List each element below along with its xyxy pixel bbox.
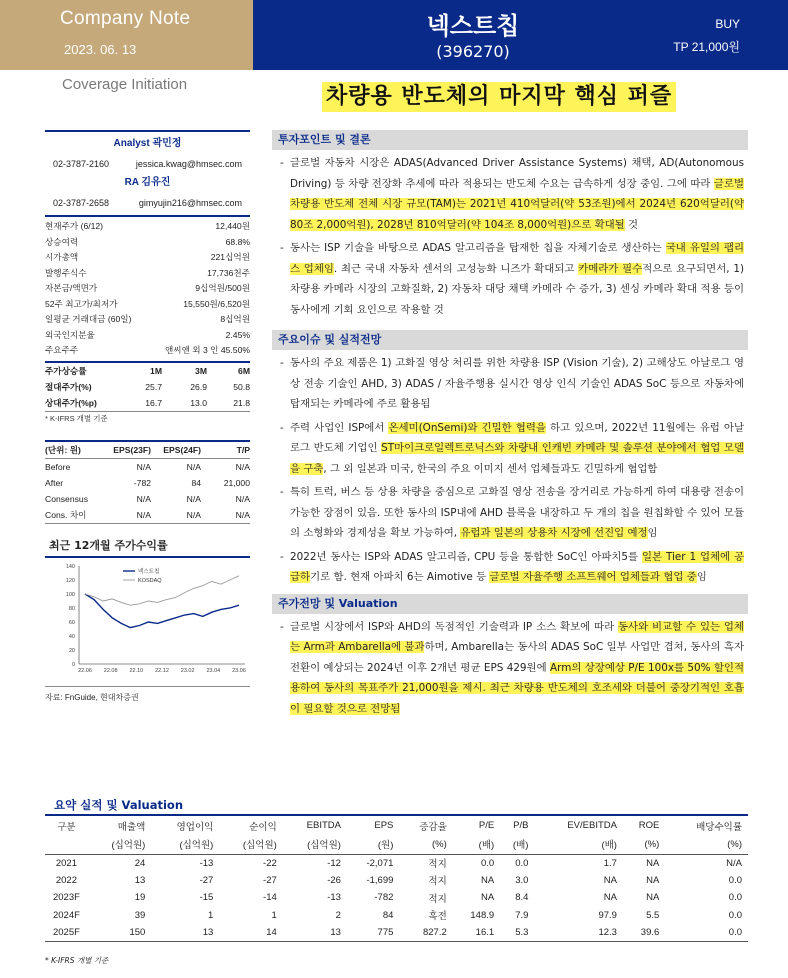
column-unit: (십억원) — [88, 835, 151, 854]
eps-row — [45, 475, 250, 491]
report-date: 2023. 06. 13 — [64, 42, 137, 57]
stock-info-row — [45, 219, 250, 235]
stock-info-value: 221십억원 — [210, 252, 250, 262]
column-unit: (배) — [500, 835, 534, 854]
y-tick-label: 120 — [65, 577, 75, 584]
stock-info-label: 일평균 거래대금 (60일) — [45, 314, 132, 324]
rating: BUY — [715, 17, 740, 31]
x-tick-label: 23.04 — [206, 667, 221, 674]
table-cell: 827.2 — [399, 924, 452, 942]
highlighted-text: Arm의 상장예상 P/E 100x를 50% 할인적용하여 동사의 목표주가 21,000원을 제시. 최근 차량용 반도체의 호조세와 더불어 중장기적인 호흡이 필요할 것으로 전망됨 — [290, 661, 744, 715]
table-row — [45, 889, 748, 907]
report-type: Company Note — [60, 8, 191, 29]
eps-rows — [45, 459, 250, 523]
table-cell: 5.5 — [646, 909, 660, 921]
stock-info-value: 2.45% — [225, 329, 250, 340]
stock-info-label: 발행주식수 — [45, 267, 87, 278]
performance-row: 절대주가(%) 25.7 26.9 50.8 — [45, 381, 250, 392]
chart-title: 최근 12개월 주가수익률 — [49, 538, 168, 552]
stock-info-row — [45, 235, 250, 251]
x-tick-label: 22.12 — [155, 667, 169, 674]
stock-info-label: 52주 최고가/최저가 — [45, 298, 118, 309]
bullet-dash: - — [280, 357, 284, 369]
column-header: ROE — [638, 820, 660, 831]
stock-info-row — [45, 281, 250, 297]
table-cell: -22 — [263, 857, 277, 869]
paragraph-text: 임 — [696, 571, 707, 583]
eps-cell: Cons. 차이 — [45, 509, 87, 520]
stock-info-row — [45, 312, 250, 328]
stock-info-label: 상승여력 — [45, 236, 79, 247]
ra-phone: 02-3787-2658 — [53, 198, 110, 208]
eps-header: (단위: 원) EPS(23F) EPS(24F) T/P — [45, 444, 250, 455]
stock-info-row — [45, 266, 250, 282]
eps-cell: N/A — [136, 493, 151, 504]
column-header: 구분 — [57, 821, 76, 833]
table-cell: 5.3 — [500, 924, 534, 942]
paragraph-text: 하고 있으며, 2022년 11월에는 유럽 아날로그 반도체 기업인 — [290, 421, 744, 454]
table-row — [45, 924, 748, 942]
performance-note: * K-IFRS 개별 기준 — [45, 413, 108, 423]
stock-info-table — [45, 219, 250, 359]
column-unit: (배) — [453, 835, 500, 854]
paragraph-text: 동사의 주요 제품은 1) 고화질 영상 처리를 위한 차량용 ISP (Vision 기술), 2) 고해상도 아날로그 영상 전송 기술인 AHD, 3) ADAS / 자율주행용 실시간 영상 인식 기술인 ADAS SoC 등으로 자동차에 탑재되는 카메라에 주로 활용됨 — [290, 357, 744, 410]
performance-row: 상대주가(%p) 16.7 13.0 21.8 — [45, 397, 250, 408]
paragraph-text: 것 — [624, 218, 639, 231]
stock-info-label: 외국인지분율 — [45, 329, 95, 340]
analyst-name: Analyst 곽민정 — [113, 138, 182, 149]
bullet-paragraph — [272, 353, 748, 415]
eps-cell: After — [45, 477, 64, 488]
table-cell: NA — [646, 874, 660, 886]
highlighted-text: 글로벌 차량용 반도체 전체 시장 규모(TAM)는 2021년 410억달러(약 53조원)에서 2024년 620억달러(약 80조 2,000억원), 2028년 810억달러(약 104조 8,000억원)으로 확대될 — [290, 177, 744, 231]
chart-source: 자료: FnGuide, 현대차증권 — [45, 692, 139, 702]
table-cell: 775 — [347, 924, 399, 942]
paragraph-text: 동사는 ISP 기술을 바탕으로 ADAS 알고리즘을 탑재한 칩을 자체기술로 생산하는 — [290, 242, 666, 254]
paragraph-text: 기로 함. 현재 아파치 6는 Aimotive 등 — [310, 571, 490, 583]
paragraph-text: 임 — [647, 527, 658, 539]
stock-info-value: 68.8% — [225, 236, 250, 247]
report-header — [0, 0, 788, 70]
table-cell: 0.0 — [515, 857, 529, 869]
column-unit: (%) — [399, 835, 452, 854]
target-price: TP 21,000원 — [673, 40, 740, 54]
summary-title: 요약 실적 및 Valuation — [54, 798, 184, 812]
table-cell: -782 — [374, 892, 394, 904]
column-unit: (%) — [623, 835, 665, 854]
table-cell: 적지 — [428, 859, 447, 870]
table-cell: 2 — [335, 909, 341, 921]
table-cell: NA — [646, 892, 660, 904]
table-cell: 14 — [219, 924, 282, 942]
y-tick-label: 60 — [68, 619, 75, 626]
column-header: 영업이익 — [176, 821, 214, 833]
table-cell: 1.7 — [603, 857, 617, 869]
series-line-kosdaq — [85, 575, 239, 604]
x-tick-label: 22.06 — [78, 667, 92, 674]
table-cell: -27 — [263, 874, 277, 886]
report-type-panel — [0, 0, 253, 70]
paragraph-text: 주력 사업인 ISP에서 — [290, 421, 389, 434]
stock-info-value: 12,440원 — [215, 221, 250, 231]
table-row — [45, 854, 748, 872]
column-unit: (원) — [347, 835, 399, 854]
stock-info-label: 주요주주 — [45, 345, 79, 355]
paragraph-text: 적으로 요구되면서, 1) 차량용 카메라 시장의 고화질화, 2) 자동차 대당 채택 카메라 수 증가, 3) 센싱 카메라 확대 적용 등이 동사에게 기회 요인으로 작용할 것 — [290, 262, 744, 316]
eps-cell: 21,000 — [223, 477, 250, 488]
table-cell: NA — [603, 874, 617, 886]
x-tick-label: 22.10 — [129, 667, 144, 674]
table-cell: 12.3 — [534, 924, 623, 942]
column-header: P/E — [478, 820, 495, 831]
table-cell: 적지 — [428, 893, 447, 905]
table-cell: NA — [646, 857, 660, 869]
eps-cell: N/A — [136, 461, 151, 472]
eps-cell: N/A — [235, 509, 250, 520]
section-heading: 주가전망 및 Valuation — [272, 594, 748, 614]
ticker: (396270) — [436, 42, 510, 61]
stock-info-value: 17,736천주 — [207, 267, 250, 278]
table-cell: N/A — [726, 857, 742, 869]
eps-row — [45, 491, 250, 507]
table-cell: 1 — [271, 909, 277, 921]
column-unit — [45, 835, 88, 854]
legend-label: 넥스트칩 — [138, 568, 160, 575]
table-cell: 2024F — [52, 909, 80, 921]
eps-cell: N/A — [235, 461, 250, 472]
y-tick-label: 100 — [65, 591, 75, 598]
bullet-dash: - — [280, 157, 284, 169]
summary-table — [45, 814, 748, 942]
table-cell: 0.0 — [728, 892, 742, 904]
table-cell: -26 — [327, 874, 341, 886]
x-tick-label: 23.06 — [232, 667, 246, 674]
eps-cell: -782 — [133, 477, 151, 488]
table-cell: 흑전 — [428, 911, 447, 923]
company-name: 넥스트칩 — [426, 12, 520, 40]
table-cell: -12 — [327, 857, 341, 869]
stock-info-row — [45, 250, 250, 266]
column-header: EPS — [374, 820, 394, 831]
summary-header-row — [45, 816, 748, 835]
table-cell: -13 — [327, 892, 341, 904]
column-unit: (십억원) — [283, 835, 347, 854]
table-cell: 2023F — [52, 892, 80, 904]
bullet-paragraph — [272, 617, 748, 720]
table-cell: 13 — [134, 874, 146, 886]
analyst-email[interactable]: jessica.kwag@hmsec.com — [135, 159, 242, 169]
table-cell: 적지 — [428, 876, 447, 888]
stock-info-value: 15,550원/6,520원 — [183, 298, 250, 309]
table-cell: 0.0 — [728, 874, 742, 886]
paragraph-text: , 그 외 일본과 미국, 한국의 주요 이미지 센서 업체들과도 긴밀하게 협업함 — [323, 462, 658, 475]
ra-name: RA 김유진 — [124, 177, 171, 188]
table-cell: 13 — [283, 924, 347, 942]
table-cell: 3.0 — [515, 874, 529, 886]
table-cell: 0.0 — [480, 857, 495, 869]
table-cell: 2021 — [55, 857, 77, 869]
column-header: 매출액 — [117, 821, 146, 833]
analyst-contact — [45, 155, 250, 173]
column-unit: (배) — [534, 835, 623, 854]
table-cell: 24 — [134, 857, 146, 869]
section-heading: 투자포인트 및 결론 — [272, 130, 748, 150]
y-tick-label: 40 — [68, 633, 75, 640]
bullet-dash: - — [280, 486, 284, 498]
eps-cell: Before — [45, 461, 71, 472]
section-heading: 주요이슈 및 실적전망 — [272, 330, 748, 350]
table-cell: NA — [480, 874, 495, 886]
stock-info-label: 현재주가 (6/12) — [45, 221, 104, 231]
table-cell: 0.0 — [665, 924, 748, 942]
main-content — [272, 130, 748, 719]
bullet-dash: - — [280, 242, 284, 254]
bullet-paragraph — [272, 238, 748, 320]
left-sidebar — [45, 130, 250, 705]
bullet-paragraph — [272, 418, 748, 480]
column-header: 순이익 — [249, 821, 277, 833]
stock-info-value: 8십억원 — [220, 314, 250, 324]
table-cell: 97.9 — [598, 909, 617, 921]
stock-info-label: 자본금/액면가 — [45, 283, 98, 293]
table-cell: 19 — [134, 892, 146, 904]
paragraph-text: 하며, Ambarella는 동사의 ADAS SoC 일부 사업만 겹쳐, 동사의 흑자전환이 예상되는 2024년 이후 2개년 평균 EPS 429원에 — [290, 641, 744, 674]
performance-header: 주가상승률 1M 3M 6M — [45, 365, 250, 376]
table-cell: 148.9 — [470, 909, 495, 921]
eps-row — [45, 507, 250, 523]
headline: 차량용 반도체의 마지막 핵심 퍼즐 — [322, 82, 676, 112]
table-cell: 2025F — [45, 924, 88, 942]
highlighted-text: 동사와 비교할 수 있는 업체는 Arm과 Ambarella에 불과 — [290, 620, 744, 653]
paragraph-text: 2022년 동사는 ISP와 ADAS 알고리즘, CPU 등을 통합한 SoC인 아파치5를 — [290, 550, 642, 563]
summary-note: * K-IFRS 개별 기준 — [45, 956, 109, 965]
table-cell: 16.1 — [453, 924, 500, 942]
highlighted-text: ST마이크로일렉트로닉스와 차량내 인캐빈 카메라 및 솔루션 분야에서 협업 모델을 구축 — [290, 442, 744, 475]
eps-cell: N/A — [235, 493, 250, 504]
table-cell: -13 — [199, 857, 214, 869]
eps-cell: N/A — [186, 461, 201, 472]
highlighted-text: 일본 Tier 1 업체에 공급하 — [290, 550, 745, 583]
y-tick-label: 80 — [68, 605, 75, 612]
bullet-dash: - — [280, 620, 284, 633]
stock-info-row — [45, 343, 250, 359]
table-cell: 39.6 — [623, 924, 665, 942]
stock-info-value: 9십억원/500원 — [195, 283, 250, 293]
bullet-dash: - — [280, 550, 284, 563]
table-row — [45, 872, 748, 890]
ra-contact — [45, 194, 250, 212]
price-chart — [45, 562, 250, 682]
table-cell: -15 — [199, 892, 214, 904]
column-header: 배당수익률 — [696, 821, 742, 833]
y-tick-label: 0 — [71, 661, 75, 668]
table-cell: -14 — [263, 892, 277, 904]
table-cell: 7.9 — [515, 909, 529, 921]
table-cell: 150 — [88, 924, 151, 942]
highlighted-text: 유럽과 일본의 상용차 시장에 선진입 예정 — [460, 527, 648, 539]
column-unit: (%) — [665, 835, 748, 854]
column-unit: (십억원) — [151, 835, 219, 854]
table-cell: 13 — [151, 924, 219, 942]
x-tick-label: 22.08 — [103, 667, 118, 674]
table-cell: -1,699 — [366, 874, 394, 886]
analyst-phone: 02-3787-2160 — [53, 159, 110, 169]
column-header: EV/EBITDA — [567, 820, 617, 831]
highlighted-text: 국내 유일의 팹리스 업체임 — [290, 242, 744, 275]
table-cell: NA — [480, 892, 495, 904]
table-cell: 2022 — [55, 874, 77, 886]
column-header: 증감율 — [419, 821, 447, 833]
highlighted-text: 온세미(OnSemi)와 긴밀한 협력을 — [388, 421, 546, 434]
highlighted-text: 글로벌 자율주행 소프트웨어 업체들과 협업 중 — [489, 571, 697, 583]
ra-email[interactable]: gimyujin216@hmsec.com — [138, 198, 242, 208]
y-tick-label: 20 — [68, 647, 75, 654]
table-cell: -27 — [199, 874, 214, 886]
y-tick-label: 140 — [65, 563, 75, 570]
bullet-paragraph — [272, 153, 748, 235]
legend-label: KOSDAQ — [138, 577, 162, 584]
series-line-company — [85, 594, 239, 628]
eps-cell: N/A — [136, 509, 151, 520]
stock-info-label: 시가총액 — [45, 252, 79, 262]
company-panel — [253, 0, 788, 70]
paragraph-text: 특히 트럭, 버스 등 상용 차량을 중심으로 고화질 영상 전송을 장거리로 가능하게 하여 대용량 전송이 가능한 장점이 있음. 또한 동사의 ISP내에 AHD 블록을 내장하고 두 개의 칩을 원칩화할 수 있어 모듈의 소형화와 경제성을 확보 가능하여, — [290, 486, 744, 539]
bullet-paragraph — [272, 547, 748, 588]
paragraph-text: 글로벌 시장에서 ISP와 AHD의 독점적인 기술력과 IP 소스 확보에 따라 — [290, 620, 619, 633]
bullet-dash: - — [280, 421, 284, 434]
paragraph-text: 글로벌 자동차 시장은 ADAS(Advanced Driver Assistance Systems) 채택, AD(Autonomous Driving) 등 차량 전장화 추세에 따라 적용되는 반도체 수요는 급속하게 성장 중임. 그에 따라 — [290, 157, 744, 190]
eps-cell: N/A — [186, 493, 201, 504]
table-cell: NA — [603, 892, 617, 904]
stock-info-value: 앤씨앤 외 3 인 45.50% — [165, 345, 250, 355]
table-cell: 39 — [134, 909, 146, 921]
table-cell: 1 — [208, 909, 214, 921]
highlighted-text: 카메라가 필수 — [578, 262, 643, 275]
stock-info-row — [45, 328, 250, 344]
column-header: EBITDA — [306, 820, 341, 831]
eps-cell: 84 — [191, 477, 201, 488]
stock-info-row — [45, 297, 250, 313]
table-cell: 8.4 — [515, 892, 529, 904]
summary-unit-row — [45, 835, 748, 854]
x-tick-label: 23.02 — [180, 667, 195, 674]
column-header: P/B — [513, 820, 529, 831]
coverage-label: Coverage Initiation — [62, 76, 188, 93]
table-cell: -2,071 — [366, 857, 394, 869]
table-cell: 0.0 — [728, 909, 742, 921]
eps-cell: Consensus — [45, 493, 88, 504]
bullet-paragraph — [272, 482, 748, 544]
eps-row — [45, 459, 250, 475]
eps-cell: N/A — [186, 509, 201, 520]
table-cell: 84 — [382, 909, 394, 921]
paragraph-text: . 최근 국내 자동차 센서의 고성능화 니즈가 확대되고 — [333, 262, 579, 275]
column-unit: (십억원) — [219, 835, 282, 854]
table-row — [45, 907, 748, 925]
